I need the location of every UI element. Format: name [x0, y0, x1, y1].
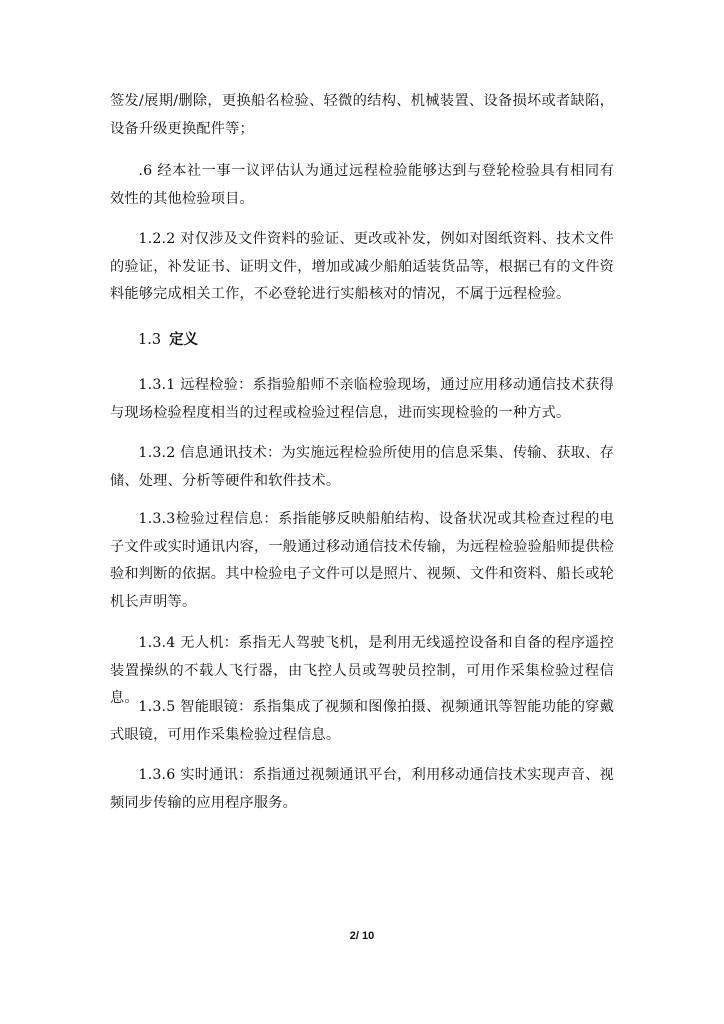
paragraph-1-3-6: 1.3.6 实时通讯：系指通过视频通讯平台，利用移动通信技术实现声音、视频同步传输的应用程序服务。	[110, 767, 614, 811]
paragraph-1-3-5: 1.3.5 智能眼镜：系指集成了视频和图像拍摄、视频通讯等智能功能的穿戴式眼镜，可用作采集检验过程信息。	[110, 699, 614, 743]
paragraph-1-3-4: 1.3.4 无人机：系指无人驾驶飞机，是利用无线遥控设备和自备的程序遥控装置操纵的不载人飞行器，由飞控人员或驾驶员控制，可用作采集检验过程信息。	[110, 635, 614, 706]
paragraph-continuation: 签发/展期/删除，更换船名检验、轻微的结构、机械装置、设备损坏或者缺陷，设备升级更换配件等；	[110, 93, 614, 137]
paragraph-item-6: .6 经本社一事一议评估认为通过远程检验能够达到与登轮检验具有相同有效性的其他检验项目。	[110, 163, 614, 207]
section-title: 定义	[169, 331, 199, 348]
paragraph-1-3-2: 1.3.2 信息通讯技术：为实施远程检验所使用的信息采集、传输、获取、存储、处理、分析等硬件和软件技术。	[110, 445, 614, 489]
section-heading	[138, 326, 198, 354]
paragraph-1-3-1: 1.3.1 远程检验：系指验船师不亲临检验现场，通过应用移动通信技术获得与现场检验程度相当的过程或检验过程信息，进而实现检验的一种方式。	[110, 377, 614, 421]
section-number: 1.3	[138, 332, 162, 348]
paragraph-1-2-2: 1.2.2 对仅涉及文件资料的验证、更改或补发，例如对图纸资料、技术文件的验证，补发证书、证明文件，增加或减少船舶适装货品等，根据已有的文件资料能够完成相关工作，不必登轮进行实船核对的情况，不属于远程检验。	[110, 231, 614, 302]
paragraph-1-3-3: 1.3.3检验过程信息：系指能够反映船舶结构、设备状况或其检查过程的电子文件或实时通讯内容，一般通过移动通信技术传输，为远程检验验船师提供检验和判断的依据。其中检验电子文件可以是照片、视频、文件和资料、船长或轮机长声明等。	[110, 511, 614, 610]
page-number: 2/ 10	[349, 930, 375, 942]
